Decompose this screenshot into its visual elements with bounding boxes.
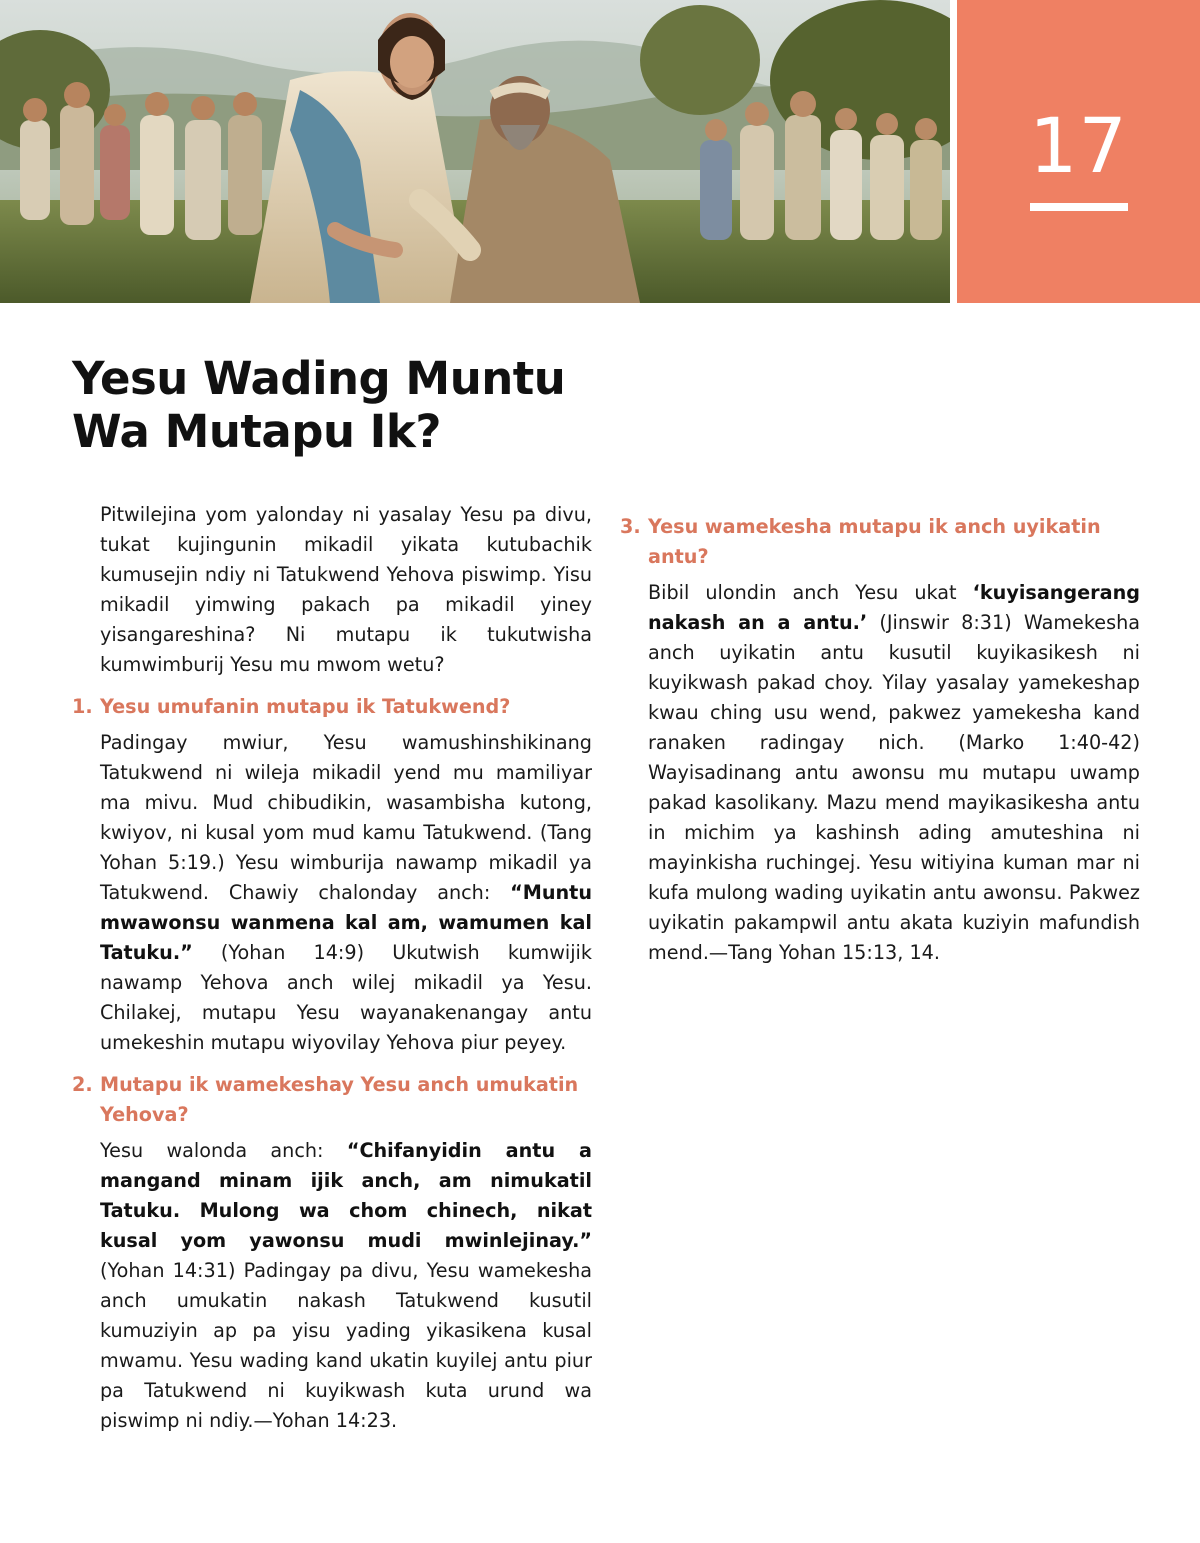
intro-paragraph: Pitwilejina yom yalonday ni yasalay Yesu pa divu, tukat kujingunin mikadil yikata kutubachik kumusejin ndiy ni Tatukwend Yehova piswimp. Yisu mikadil yimwing pakach pa mikadil yiney yisangareshina? Ni mutapu ik tukutwisha kumwimburij Yesu mu mwom wetu? <box>100 503 592 676</box>
question-2-number: 2. <box>72 1073 93 1096</box>
answer-3-part-2: (Jinswir 8:31) Wamekesha anch uyikatin antu kusutil kuyikasikesh ni kuyikwash pakad choy. Yilay yasalay yamekeshap kwau ching usu wend, pakwez yamekesha kand ranaken radingay nich. (Marko 1:40-42) Wayisadinang antu awonsu mu mutapu uwamp pakad kasolikany. Mazu mend mayikasikesha antu in michim ya kashinsh ading amuteshina ni mayinkisha ruchingej. Yesu witiyina kuman mar ni kufa mulong wading uyikatin antu awonsu. Pakwez uyikatin pakampwil antu akata kuziyin mafundish mend.—Tang Yohan 15:13, 14. <box>648 611 1141 964</box>
right-column <box>620 500 1140 968</box>
title-line-1: Yesu Wading Muntu <box>72 352 566 405</box>
answer-3-part-1: Bibil ulondin anch Yesu ukat <box>648 581 973 604</box>
question-1-text: Yesu umufanin mutapu ik Tatukwend? <box>100 695 511 718</box>
question-1 <box>72 692 592 722</box>
page-title <box>72 352 692 458</box>
question-3 <box>620 512 1140 572</box>
answer-1-part-1: Padingay mwiur, Yesu wamushinshikinang Tatukwend ni wileja mikadil yend mu mamiliyar ma mivu. Mud chibudikin, wasambisha kutong, kwiyov, ni kusal yom mud kamu Tatukwend. (Tang Yohan 5:19.) Yesu wimburija nawamp mikadil ya Tatukwend. Chawiy chalonday anch: <box>100 731 592 904</box>
question-3-text: Yesu wamekesha mutapu ik anch uyikatin antu? <box>648 515 1101 568</box>
answer-1-part-2: (Yohan 14:9) Ukutwish kumwijik nawamp Yehova anch wilej mikadil ya Yesu. Chilakej, mutapu Yesu wayanakenangay antu umekeshin mutapu wiyovilay Yehova piur peyey. <box>100 941 592 1054</box>
question-2 <box>72 1070 592 1130</box>
hero-illustration <box>0 0 950 303</box>
title-line-2: Wa Mutapu Ik? <box>72 405 441 458</box>
answer-3-quote: ‘kuyisangerang nakash an a antu.’ <box>648 581 1140 634</box>
answer-1 <box>72 728 592 1058</box>
question-2-text: Mutapu ik wamekeshay Yesu anch umukatin Yehova? <box>100 1073 579 1126</box>
answer-1-quote: “Muntu mwawonsu wanmena kal am, wamumen kal Tatuku.” <box>100 881 592 964</box>
chapter-badge <box>957 0 1200 303</box>
answer-2-part-1: Yesu walonda anch: <box>100 1139 347 1162</box>
chapter-underline <box>1030 203 1128 211</box>
hero-image <box>0 0 950 303</box>
answer-2-part-2: (Yohan 14:31) Padingay pa divu, Yesu wamekesha anch umukatin nakash Tatukwend kusutil kumuziyin ap pa yisu yading yikasikena kusal mwamu. Yesu wading kand ukatin kuyilej antu piur pa Tatukwend ni kuyikwash kuta urund wa piswimp ni ndiy.—Yohan 14:23. <box>100 1259 592 1432</box>
question-3-number: 3. <box>620 515 641 538</box>
answer-3 <box>620 578 1140 968</box>
answer-2-quote: “Chifanyidin antu a mangand minam ijik anch, am nimukatil Tatuku. Mulong wa chom chinech, nikat kusal yom yawonsu mudi mwinlejinay.” <box>100 1139 592 1252</box>
left-column <box>72 500 592 1436</box>
chapter-number: 17 <box>1029 101 1128 190</box>
answer-2 <box>72 1136 592 1436</box>
question-1-number: 1. <box>72 695 93 718</box>
